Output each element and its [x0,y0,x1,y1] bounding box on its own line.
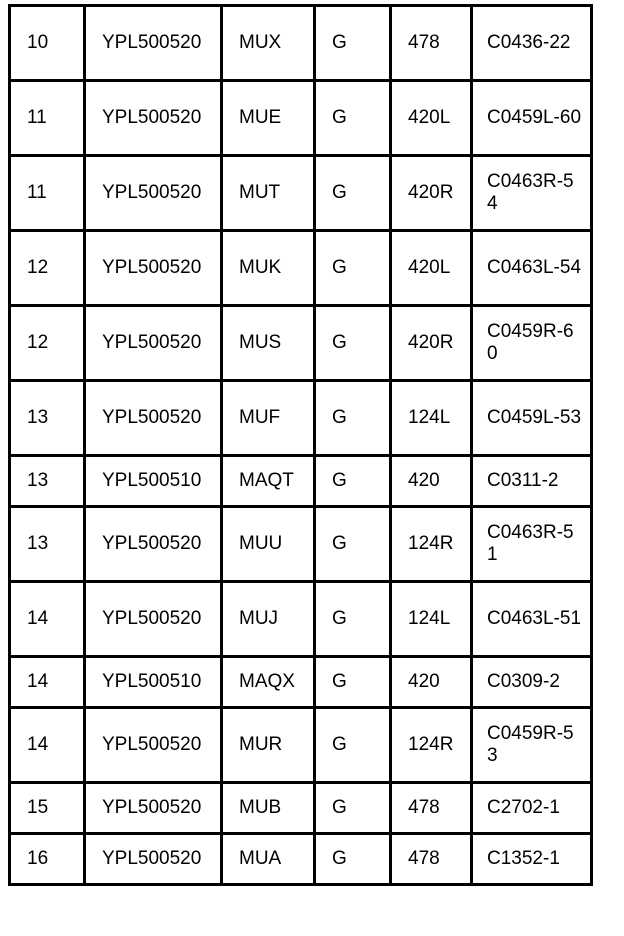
cell-reference: C0309-2 [472,657,592,708]
cell-code: MAQT [222,456,315,507]
cell-reference: C0463L-51 [472,582,592,657]
cell-code: MUT [222,156,315,231]
cell-number: 14 [10,582,85,657]
cell-code: MUS [222,306,315,381]
cell-code: MUJ [222,582,315,657]
cell-grade: G [315,306,391,381]
cell-number: 13 [10,507,85,582]
cell-number: 16 [10,834,85,885]
cell-reference: C0459L-60 [472,81,592,156]
table-row [10,657,592,708]
cell-code: MUX [222,6,315,81]
cell-code: MUU [222,507,315,582]
cell-part-number: YPL500520 [85,231,222,306]
cell-grade: G [315,834,391,885]
cell-size: 420 [391,657,472,708]
table-row [10,456,592,507]
cell-grade: G [315,783,391,834]
cell-part-number: YPL500520 [85,834,222,885]
cell-grade: G [315,657,391,708]
cell-grade: G [315,81,391,156]
cell-part-number: YPL500520 [85,507,222,582]
cell-grade: G [315,507,391,582]
cell-reference: C0311-2 [472,456,592,507]
cell-part-number: YPL500520 [85,381,222,456]
cell-reference: C0463R-54 [472,156,592,231]
table-row [10,708,592,783]
cell-part-number: YPL500520 [85,708,222,783]
cell-size: 478 [391,6,472,81]
cell-size: 478 [391,834,472,885]
cell-code: MUA [222,834,315,885]
cell-grade: G [315,381,391,456]
table-row [10,582,592,657]
cell-size: 124L [391,381,472,456]
cell-reference: C0463R-51 [472,507,592,582]
cell-code: MUR [222,708,315,783]
table-row [10,783,592,834]
cell-size: 124R [391,507,472,582]
cell-number: 14 [10,708,85,783]
cell-part-number: YPL500520 [85,783,222,834]
cell-code: MUF [222,381,315,456]
table-row [10,6,592,81]
table-row [10,81,592,156]
cell-code: MAQX [222,657,315,708]
cell-size: 420R [391,156,472,231]
cell-code: MUK [222,231,315,306]
cell-reference: C2702-1 [472,783,592,834]
cell-part-number: YPL500520 [85,81,222,156]
cell-size: 420R [391,306,472,381]
cell-grade: G [315,582,391,657]
cell-number: 11 [10,81,85,156]
cell-code: MUB [222,783,315,834]
table-row [10,156,592,231]
cell-number: 13 [10,381,85,456]
cell-reference: C0459R-60 [472,306,592,381]
cell-grade: G [315,456,391,507]
cell-size: 478 [391,783,472,834]
cell-part-number: YPL500520 [85,6,222,81]
cell-size: 420L [391,231,472,306]
cell-reference: C1352-1 [472,834,592,885]
cell-part-number: YPL500520 [85,582,222,657]
cell-reference: C0459R-53 [472,708,592,783]
cell-part-number: YPL500510 [85,657,222,708]
cell-reference: C0436-22 [472,6,592,81]
cell-reference: C0459L-53 [472,381,592,456]
cell-part-number: YPL500510 [85,456,222,507]
table-row [10,834,592,885]
cell-grade: G [315,708,391,783]
cell-part-number: YPL500520 [85,156,222,231]
cell-grade: G [315,156,391,231]
cell-number: 15 [10,783,85,834]
parts-table [8,4,593,886]
cell-number: 10 [10,6,85,81]
cell-number: 13 [10,456,85,507]
cell-number: 12 [10,306,85,381]
cell-grade: G [315,231,391,306]
cell-number: 14 [10,657,85,708]
cell-size: 420 [391,456,472,507]
cell-size: 124R [391,708,472,783]
cell-number: 11 [10,156,85,231]
table-row [10,507,592,582]
table-row [10,381,592,456]
parts-table-body [10,6,592,885]
cell-grade: G [315,6,391,81]
cell-size: 124L [391,582,472,657]
cell-part-number: YPL500520 [85,306,222,381]
table-row [10,306,592,381]
table-row [10,231,592,306]
cell-reference: C0463L-54 [472,231,592,306]
cell-code: MUE [222,81,315,156]
cell-size: 420L [391,81,472,156]
cell-number: 12 [10,231,85,306]
